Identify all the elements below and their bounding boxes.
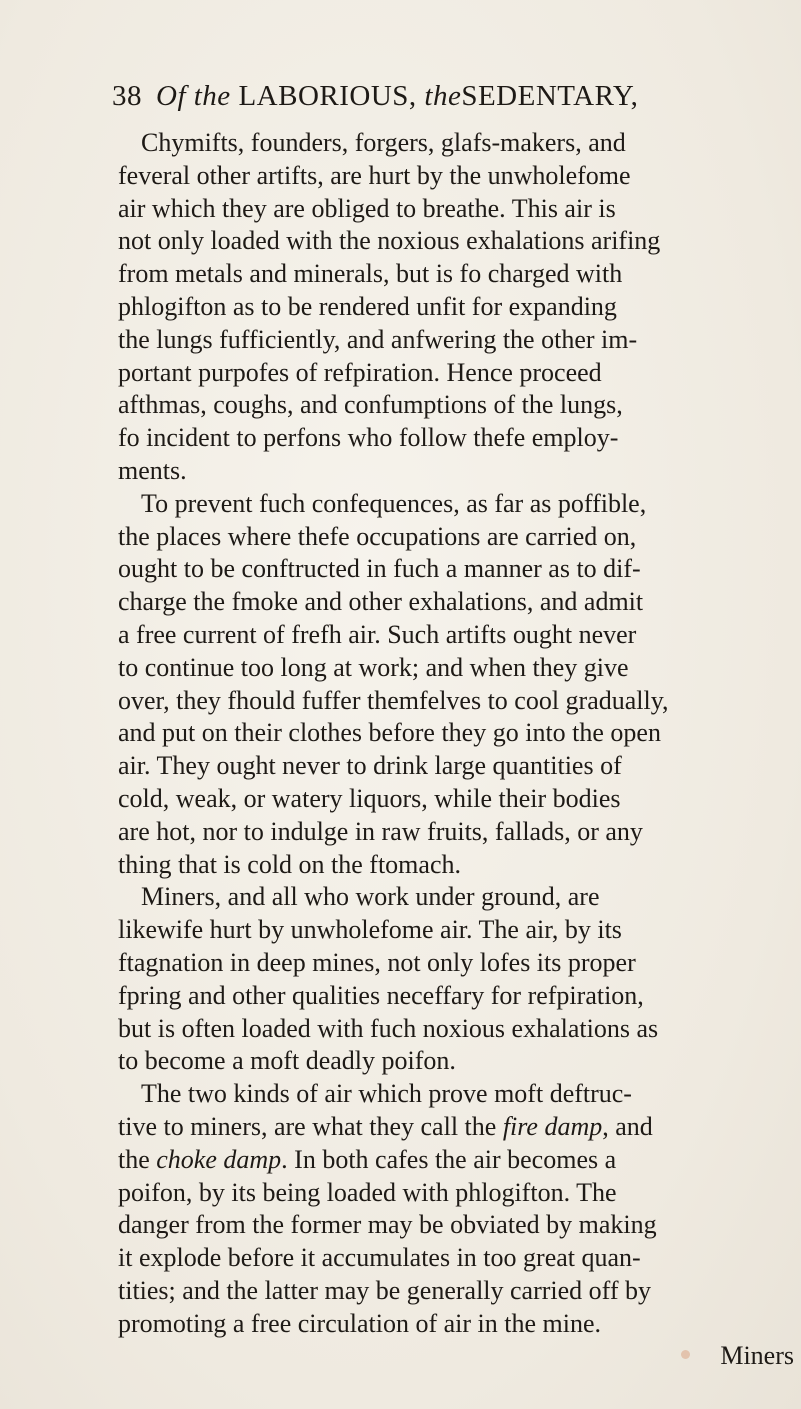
text-line: a free current of frefh air. Such artifts ought never — [118, 619, 637, 649]
header-sedentary: SEDENTARY, — [461, 80, 639, 112]
paper-stain — [681, 1350, 690, 1359]
text-line: to become a moft deadly poifon. — [118, 1046, 456, 1076]
header-laborious: LABORIOUS, — [238, 80, 417, 112]
page-number: 38 — [112, 80, 142, 112]
text-line: from metals and minerals, but is fo charged with — [118, 259, 623, 289]
italic-term: choke damp — [156, 1144, 282, 1174]
text-line: the lungs fufficiently, and anfwering the other im- — [118, 324, 638, 354]
header-of-the: Of the — [156, 80, 231, 112]
text-line: To prevent fuch confequences, as far as poffible, — [141, 488, 647, 518]
text-line: the places where thefe occupations are carried on, — [118, 521, 637, 551]
text-line: cold, weak, or watery liquors, while their bodies — [118, 783, 621, 813]
text-line: over, they fhould fuffer themfelves to cool gradually, — [118, 685, 669, 715]
text-line: ments. — [118, 455, 187, 485]
body-text — [118, 127, 798, 1373]
text-line: likewife hurt by unwholefome air. The air, by its — [118, 915, 622, 945]
text-line: afthmas, coughs, and confumptions of the lungs, — [118, 390, 623, 420]
text-line: not only loaded with the noxious exhalations arifing — [118, 226, 661, 256]
text-line: the choke damp. In both cafes the air becomes a — [118, 1144, 617, 1174]
catchword: Miners — [720, 1341, 794, 1371]
text-line: portant purpofes of refpiration. Hence proceed — [118, 357, 602, 387]
text-line: fo incident to perfons who follow thefe employ- — [118, 423, 619, 453]
italic-term: fire damp — [502, 1111, 603, 1141]
text-line: thing that is cold on the ftomach. — [118, 849, 461, 879]
text-line: The two kinds of air which prove moft deftruc- — [141, 1079, 632, 1109]
text-line: air. They ought never to drink large quantities of — [118, 751, 622, 781]
text-line: promoting a free circulation of air in the mine. — [118, 1308, 601, 1338]
text-line: ought to be conftructed in fuch a manner as to dif- — [118, 554, 641, 584]
text-line: Miners, and all who work under ground, are — [141, 882, 600, 912]
text-line: ftagnation in deep mines, not only lofes its proper — [118, 947, 636, 977]
text-line: tive to miners, are what they call the fire damp, and — [118, 1111, 653, 1141]
text-line: tities; and the latter may be generally carried off by — [118, 1275, 652, 1305]
text-line: phlogifton as to be rendered unfit for expanding — [118, 291, 617, 321]
text-line: it explode before it accumulates in too great quan- — [118, 1243, 641, 1273]
text-line: danger from the former may be obviated by making — [118, 1210, 657, 1240]
text-line: Chymifts, founders, forgers, glafs-makers, and — [141, 128, 626, 157]
text-line: and put on their clothes before they go into the open — [118, 718, 661, 748]
text-line: to continue too long at work; and when they give — [118, 652, 629, 682]
text-line: air which they are obliged to breathe. This air is — [118, 193, 616, 223]
text-line: poifon, by its being loaded with phlogifton. The — [118, 1177, 617, 1207]
text-line: fpring and other qualities neceffary for refpiration, — [118, 980, 644, 1010]
text-line: but is often loaded with fuch noxious exhalations as — [118, 1013, 659, 1043]
text-line: feveral other artifts, are hurt by the unwholefome — [118, 160, 631, 190]
text-line: charge the fmoke and other exhalations, and admit — [118, 587, 644, 617]
running-header — [112, 80, 638, 113]
header-the: the — [424, 80, 462, 112]
text-line: are hot, nor to indulge in raw fruits, fallads, or any — [118, 816, 643, 846]
